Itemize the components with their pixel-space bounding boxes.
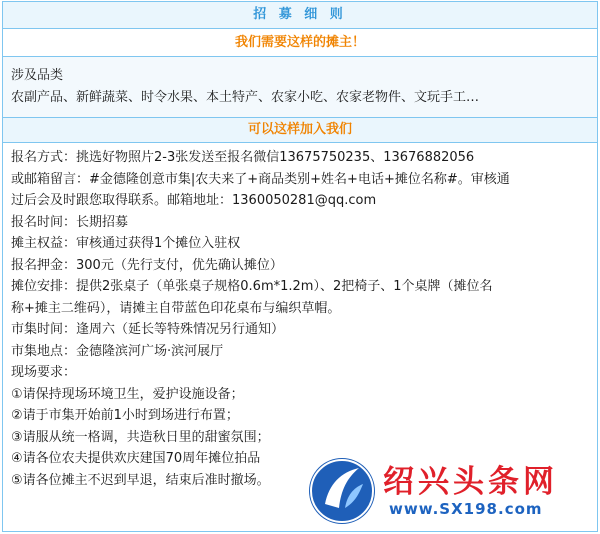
section-heading-join: 可以这样加入我们 [3,117,597,143]
site-watermark [303,454,600,529]
detail-line: 称+摊主二维码），请摊主自带蓝色印花桌布与编织草帽。 [11,300,341,316]
detail-line: 过后会及时跟您取得联系。邮箱地址：1360050281@qq.com [11,193,377,208]
categories-section [3,57,597,117]
detail-line: 报名押金：300元（先行支付，优先确认摊位） [11,257,283,273]
detail-line: 报名时间：长期招募 [11,214,129,230]
detail-line: ④请各位农夫提供欢庆建国70周年摊位拍品 [11,451,261,466]
emblem-icon [307,456,377,526]
detail-line: ⑤请各位摊主不迟到早退，结束后准时撤场。 [11,472,270,488]
detail-line: 市集地点：金德隆滨河广场·滨河展厅 [11,343,224,359]
detail-line: 市集时间：逢周六（延长等特殊情况另行通知） [11,322,285,337]
detail-line: 或邮箱留言：#金德隆创意市集|农夫来了+商品类别+姓名+电话+摊位名称#。审核通 [11,171,510,187]
section-heading-wanted: 我们需要这样的摊主！ [3,29,597,57]
watermark-url: www.SX198.com [389,500,543,518]
details-section [3,143,597,491]
detail-line: ②请于市集开始前1小时到场进行布置； [11,408,239,423]
watermark-brand: 绍兴头条网 [383,464,558,500]
detail-line: ③请服从统一格调，共造秋日里的甜蜜氛围； [11,429,270,445]
categories-heading: 涉及品类 [11,68,64,83]
detail-line: ①请保持现场环境卫生，爱护设施设备； [11,386,244,402]
detail-line: 摊主权益：审核通过获得1个摊位入驻权 [11,236,241,251]
categories-list: 农副产品、新鲜蔬菜、时令水果、本土特产、农家小吃、农家老物件、文玩手工… [11,90,480,105]
page-title: 招 募 细 则 [3,2,597,29]
detail-line: 现场要求： [11,365,77,380]
detail-line: 摊位安排：提供2张桌子（单张桌子规格0.6m*1.2m）、2把椅子、1个桌牌（摊位名 [11,279,493,294]
recruitment-panel [2,1,598,532]
detail-line: 报名方式：挑选好物照片2-3张发送至报名微信13675750235、13676882056 [11,150,475,165]
